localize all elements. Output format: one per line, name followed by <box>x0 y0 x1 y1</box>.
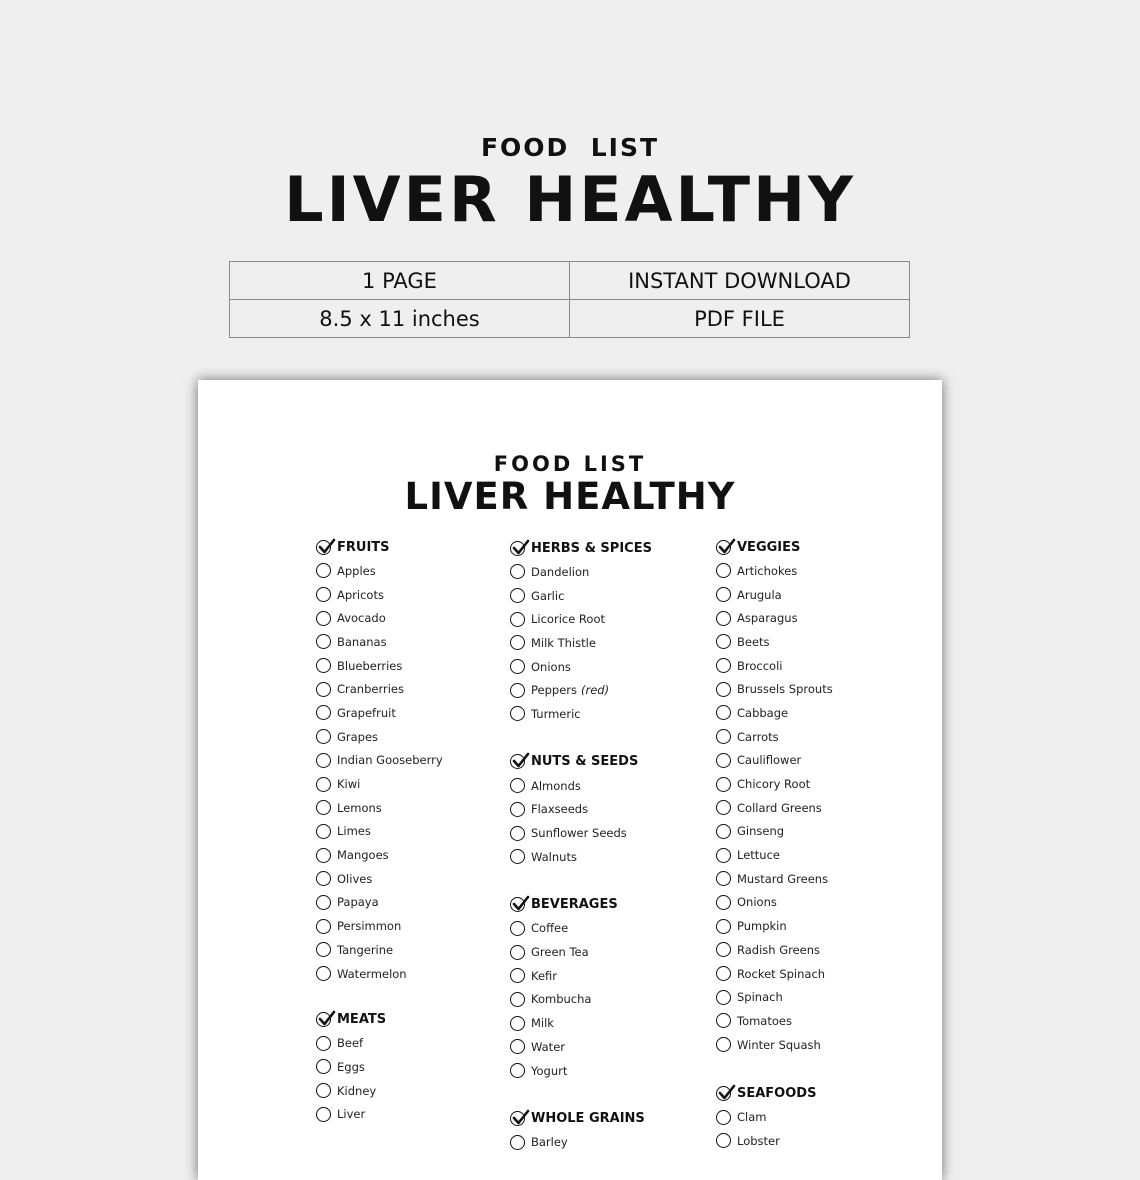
food-item-label: Tangerine <box>337 942 394 957</box>
food-item-label: Milk Thistle <box>531 635 596 650</box>
empty-circle-icon[interactable] <box>716 1110 731 1125</box>
food-item <box>716 843 916 867</box>
food-item <box>316 1102 516 1126</box>
empty-circle-icon[interactable] <box>716 895 731 910</box>
section-header <box>510 750 710 774</box>
empty-circle-icon[interactable] <box>316 1036 331 1051</box>
food-item-label: Peppers <box>531 683 577 698</box>
food-item <box>716 725 916 749</box>
section-title: BEVERAGES <box>531 897 618 913</box>
food-section <box>316 535 516 985</box>
food-item-label: Mustard Greens <box>737 871 829 886</box>
section-title: NUTS & SEEDS <box>531 754 639 770</box>
food-item <box>716 914 916 938</box>
food-item-label: Onions <box>737 895 777 910</box>
food-item <box>510 940 710 964</box>
empty-circle-icon[interactable] <box>510 1016 525 1031</box>
food-item-label: Licorice Root <box>531 612 605 627</box>
section-title: VEGGIES <box>737 539 801 555</box>
food-item-label: Walnuts <box>531 849 577 864</box>
food-item <box>716 1009 916 1033</box>
food-item <box>316 820 516 844</box>
empty-circle-icon[interactable] <box>316 587 331 602</box>
check-circle-icon[interactable] <box>716 540 731 555</box>
spec-pages: 1 PAGE <box>230 262 570 300</box>
spec-table <box>229 261 910 338</box>
food-item <box>716 772 916 796</box>
food-item-label: Water <box>531 1039 565 1054</box>
food-item-label: Beef <box>337 1036 364 1051</box>
food-item-label: Artichokes <box>737 563 798 578</box>
empty-circle-icon[interactable] <box>510 1135 525 1150</box>
food-item-label: Cranberries <box>337 682 404 697</box>
food-item-label: Spinach <box>737 990 783 1005</box>
food-item <box>510 964 710 988</box>
food-item <box>316 914 516 938</box>
food-item-label: Grapes <box>337 729 379 744</box>
food-item-label: Kefir <box>531 968 558 983</box>
food-section <box>316 1007 516 1126</box>
empty-circle-icon[interactable] <box>510 945 525 960</box>
section-header <box>510 536 710 560</box>
spec-size: 8.5 x 11 inches <box>230 300 570 338</box>
food-item-label: Green Tea <box>531 945 589 960</box>
food-item-label: Collard Greens <box>737 800 822 815</box>
food-item <box>316 559 516 583</box>
food-item <box>716 1105 916 1129</box>
empty-circle-icon[interactable] <box>316 895 331 910</box>
empty-circle-icon[interactable] <box>316 871 331 886</box>
empty-circle-icon[interactable] <box>510 826 525 841</box>
food-item <box>510 917 710 941</box>
food-item-label: Asparagus <box>737 611 798 626</box>
food-item <box>316 725 516 749</box>
food-item-label: Clam <box>737 1110 767 1125</box>
empty-circle-icon[interactable] <box>716 942 731 957</box>
empty-circle-icon[interactable] <box>716 611 731 626</box>
food-item <box>716 962 916 986</box>
food-item-label: Milk <box>531 1016 554 1031</box>
food-item <box>716 796 916 820</box>
food-item <box>316 1055 516 1079</box>
food-item-label: Apples <box>337 563 376 578</box>
empty-circle-icon[interactable] <box>510 778 525 793</box>
food-item <box>510 584 710 608</box>
empty-circle-icon[interactable] <box>510 1039 525 1054</box>
food-item <box>510 631 710 655</box>
food-item-label: Cabbage <box>737 705 789 720</box>
food-item <box>510 560 710 584</box>
food-item-label: Brussels Sprouts <box>737 682 833 697</box>
food-item <box>716 867 916 891</box>
empty-circle-icon[interactable] <box>716 800 731 815</box>
empty-circle-icon[interactable] <box>316 753 331 768</box>
section-header <box>316 1007 516 1031</box>
empty-circle-icon[interactable] <box>716 777 731 792</box>
food-item-label: Watermelon <box>337 966 407 981</box>
section-title: WHOLE GRAINS <box>531 1110 645 1126</box>
food-item <box>716 749 916 773</box>
empty-circle-icon[interactable] <box>316 1083 331 1098</box>
empty-circle-icon[interactable] <box>716 753 731 768</box>
food-item-label: Lettuce <box>737 848 780 863</box>
empty-circle-icon[interactable] <box>716 966 731 981</box>
empty-circle-icon[interactable] <box>716 682 731 697</box>
column-left <box>316 535 516 1126</box>
food-item-label: Bananas <box>337 634 387 649</box>
food-item-label: Coffee <box>531 921 569 936</box>
food-item-label: Apricots <box>337 587 384 602</box>
section-header <box>510 1106 710 1130</box>
check-circle-icon[interactable] <box>316 1012 331 1027</box>
empty-circle-icon[interactable] <box>316 705 331 720</box>
empty-circle-icon[interactable] <box>716 1013 731 1028</box>
food-section <box>510 1106 710 1154</box>
food-item-label: Almonds <box>531 778 581 793</box>
food-item <box>716 891 916 915</box>
food-item <box>510 607 710 631</box>
food-item-note: (red) <box>581 683 610 698</box>
empty-circle-icon[interactable] <box>510 659 525 674</box>
empty-circle-icon[interactable] <box>716 919 731 934</box>
empty-circle-icon[interactable] <box>716 848 731 863</box>
empty-circle-icon[interactable] <box>716 990 731 1005</box>
empty-circle-icon[interactable] <box>316 824 331 839</box>
empty-circle-icon[interactable] <box>716 587 731 602</box>
food-section <box>716 1081 916 1152</box>
food-item <box>716 1129 916 1153</box>
empty-circle-icon[interactable] <box>716 705 731 720</box>
empty-circle-icon[interactable] <box>510 921 525 936</box>
food-item <box>510 655 710 679</box>
empty-circle-icon[interactable] <box>316 848 331 863</box>
food-item-label: Arugula <box>737 587 782 602</box>
empty-circle-icon[interactable] <box>510 635 525 650</box>
food-item <box>316 843 516 867</box>
food-item <box>316 962 516 986</box>
empty-circle-icon[interactable] <box>316 777 331 792</box>
food-item <box>716 583 916 607</box>
empty-circle-icon[interactable] <box>510 968 525 983</box>
food-section <box>510 536 710 726</box>
empty-circle-icon[interactable] <box>510 683 525 698</box>
food-item-label: Papaya <box>337 895 379 910</box>
food-item-label: Kombucha <box>531 992 592 1007</box>
food-item <box>510 1059 710 1083</box>
food-section <box>716 535 916 1056</box>
food-item <box>510 774 710 798</box>
empty-circle-icon[interactable] <box>510 564 525 579</box>
food-item-label: Persimmon <box>337 919 402 934</box>
food-item <box>510 798 710 822</box>
check-circle-icon[interactable] <box>510 754 525 769</box>
food-item <box>316 772 516 796</box>
empty-circle-icon[interactable] <box>510 849 525 864</box>
food-item-label: Pumpkin <box>737 919 787 934</box>
food-item-label: Kiwi <box>337 777 361 792</box>
check-circle-icon[interactable] <box>316 540 331 555</box>
spec-delivery: INSTANT DOWNLOAD <box>570 262 910 300</box>
food-item <box>316 796 516 820</box>
food-item-label: Ginseng <box>737 824 785 839</box>
empty-circle-icon[interactable] <box>716 634 731 649</box>
empty-circle-icon[interactable] <box>316 800 331 815</box>
food-item-label: Broccoli <box>737 658 783 673</box>
food-item <box>716 606 916 630</box>
food-item-label: Carrots <box>737 729 779 744</box>
empty-circle-icon[interactable] <box>316 942 331 957</box>
food-item-label: Radish Greens <box>737 942 821 957</box>
food-item-label: Yogurt <box>531 1063 568 1078</box>
empty-circle-icon[interactable] <box>316 966 331 981</box>
food-item <box>510 1011 710 1035</box>
food-item <box>316 654 516 678</box>
empty-circle-icon[interactable] <box>510 612 525 627</box>
food-item <box>716 985 916 1009</box>
check-circle-icon[interactable] <box>510 1111 525 1126</box>
empty-circle-icon[interactable] <box>316 682 331 697</box>
food-item-label: Sunflower Seeds <box>531 826 627 841</box>
empty-circle-icon[interactable] <box>316 729 331 744</box>
check-circle-icon[interactable] <box>510 541 525 556</box>
food-item <box>316 938 516 962</box>
food-item-label: Beets <box>737 634 770 649</box>
empty-circle-icon[interactable] <box>716 1037 731 1052</box>
spec-format: PDF FILE <box>570 300 910 338</box>
food-item-label: Winter Squash <box>737 1037 821 1052</box>
food-item-label: Rocket Spinach <box>737 966 826 981</box>
food-item <box>716 630 916 654</box>
food-item-label: Garlic <box>531 588 565 603</box>
empty-circle-icon[interactable] <box>716 871 731 886</box>
empty-circle-icon[interactable] <box>716 729 731 744</box>
section-title: SEAFOODS <box>737 1085 817 1101</box>
empty-circle-icon[interactable] <box>510 588 525 603</box>
hero-title: LIVER HEALTHY <box>284 163 856 236</box>
food-item-label: Flaxseeds <box>531 802 589 817</box>
food-item-label: Tomatoes <box>737 1013 792 1028</box>
food-item-label: Liver <box>337 1107 366 1122</box>
food-item <box>316 606 516 630</box>
food-item-label: Grapefruit <box>337 705 396 720</box>
section-header <box>316 535 516 559</box>
empty-circle-icon[interactable] <box>716 563 731 578</box>
food-item-label: Lemons <box>337 800 382 815</box>
food-item <box>316 677 516 701</box>
food-item-label: Lobster <box>737 1133 780 1148</box>
food-item <box>716 559 916 583</box>
food-item-label: Chicory Root <box>737 777 811 792</box>
section-header <box>510 893 710 917</box>
food-item <box>316 1031 516 1055</box>
check-circle-icon[interactable] <box>510 897 525 912</box>
empty-circle-icon[interactable] <box>316 919 331 934</box>
check-circle-icon[interactable] <box>716 1086 731 1101</box>
food-item-label: Olives <box>337 871 373 886</box>
empty-circle-icon[interactable] <box>316 634 331 649</box>
column-middle <box>510 536 710 1154</box>
food-item <box>510 988 710 1012</box>
food-item-label: Turmeric <box>531 706 581 721</box>
document-subtitle: FOOD LIST <box>493 452 647 476</box>
empty-circle-icon[interactable] <box>510 706 525 721</box>
food-item-label: Onions <box>531 659 571 674</box>
food-item-label: Mangoes <box>337 848 389 863</box>
food-item <box>716 677 916 701</box>
empty-circle-icon[interactable] <box>716 1133 731 1148</box>
food-item <box>316 867 516 891</box>
food-item <box>510 821 710 845</box>
food-item-label: Cauliflower <box>737 753 802 768</box>
food-item-label: Eggs <box>337 1059 365 1074</box>
empty-circle-icon[interactable] <box>510 1063 525 1078</box>
hero-subtitle: FOOD LIST <box>480 133 660 162</box>
empty-circle-icon[interactable] <box>316 1059 331 1074</box>
empty-circle-icon[interactable] <box>510 992 525 1007</box>
food-item-label: Dandelion <box>531 564 590 579</box>
food-item <box>316 701 516 725</box>
section-title: MEATS <box>337 1011 387 1027</box>
section-title: HERBS & SPICES <box>531 540 652 556</box>
empty-circle-icon[interactable] <box>716 824 731 839</box>
food-item-label: Barley <box>531 1135 568 1150</box>
empty-circle-icon[interactable] <box>316 658 331 673</box>
document-title: LIVER HEALTHY <box>404 475 736 518</box>
food-item <box>716 654 916 678</box>
food-item <box>316 583 516 607</box>
empty-circle-icon[interactable] <box>316 1107 331 1122</box>
section-header <box>716 535 916 559</box>
food-item <box>716 820 916 844</box>
food-item <box>716 701 916 725</box>
food-item <box>510 845 710 869</box>
food-item <box>716 938 916 962</box>
food-item-label: Avocado <box>337 611 386 626</box>
section-title: FRUITS <box>337 539 390 555</box>
column-right <box>716 535 916 1153</box>
food-item <box>316 749 516 773</box>
empty-circle-icon[interactable] <box>316 563 331 578</box>
food-item <box>510 702 710 726</box>
food-item-label: Indian Gooseberry <box>337 753 443 768</box>
food-item <box>316 630 516 654</box>
empty-circle-icon[interactable] <box>316 611 331 626</box>
food-item <box>510 1035 710 1059</box>
food-item <box>510 678 710 702</box>
section-header <box>716 1081 916 1105</box>
food-section <box>510 893 710 1083</box>
empty-circle-icon[interactable] <box>716 658 731 673</box>
food-item-label: Limes <box>337 824 371 839</box>
food-item <box>316 1079 516 1103</box>
food-item-label: Blueberries <box>337 658 403 673</box>
food-item <box>316 891 516 915</box>
empty-circle-icon[interactable] <box>510 802 525 817</box>
food-item <box>716 1033 916 1057</box>
food-section <box>510 750 710 869</box>
food-item <box>510 1130 710 1154</box>
food-item-label: Kidney <box>337 1083 377 1098</box>
